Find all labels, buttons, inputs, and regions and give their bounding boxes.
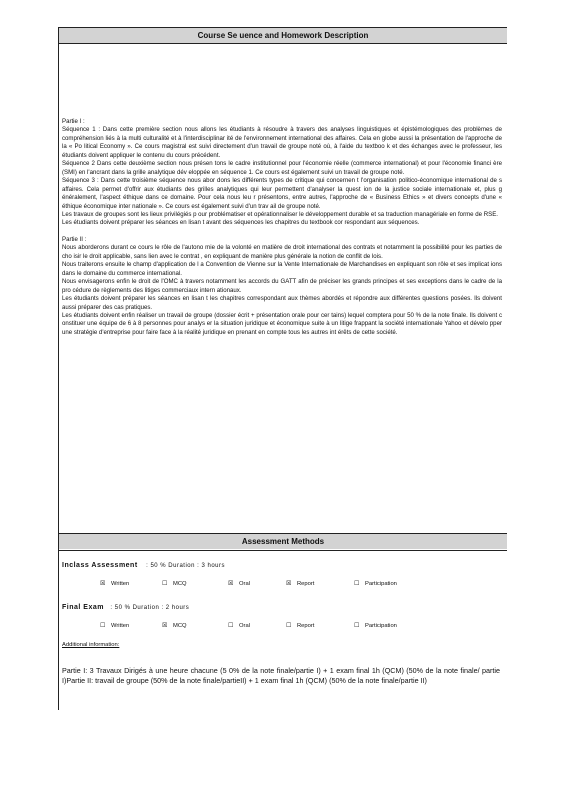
- inclass-options: [100, 580, 480, 589]
- part-two-paragraph: Les étudiants doivent préparer les séances en lisan t les chapitres correspondant aux thèmes abordés et répondre aux différentes questions posées. Ils doivent aussi préparer des cas pratiques.: [62, 295, 502, 311]
- checkbox-icon: ☒: [286, 581, 292, 587]
- part-two-paragraph: Nous aborderons durant ce cours le rôle de l'autono mie de la volonté en matière de droit international des contrats et notamment la possibilité pour les parties de cho isir le droit applicable, sans lien avec le contrat , en expliquant de manière plus générale la notion de conflit de lois.: [62, 244, 502, 260]
- left-border: [58, 27, 59, 710]
- checkbox-icon: ☒: [162, 623, 168, 629]
- part-one-paragraph: Séquence 3 : Dans cette troisième séquence nous abor dons les différents types de critique qui concernen t l'organisation politico-économique international de s affaires. Cela permet d'offrir aux étudiants des grilles analytiques qui leur permettent d'analyser la quest ion de la justice sociale internationale et, plus g énéralement, l'aspect éthique dans ce domaine. Pour cela nous leu r présentons, entre autres, l'approche de « Business Ethics » et divers concepts d'une « éthique économique inter nationale ». Ce cours est également suivi d'un trav ail de groupe noté.: [62, 177, 502, 210]
- part-one-paragraph: Les travaux de groupes sont les lieux privilégiés p our problématiser et opérationnaliser le développement durable et sa traduction managériale en forme de RSE.: [62, 210, 498, 218]
- inclass-option-oral[interactable]: ☒ Oral: [228, 581, 250, 587]
- inclass-assessment-info: : 50 % Duration : 3 hours: [146, 563, 225, 569]
- final-options: [100, 622, 480, 631]
- inclass-option-written[interactable]: ☒ Written: [100, 581, 130, 587]
- inclass-option-participation[interactable]: ☐ Participation: [354, 581, 397, 587]
- final-option-participation[interactable]: ☐ Participation: [354, 623, 397, 629]
- additional-information-text: Partie I: 3 Travaux Dirigés à une heure chacune (5 0% de la note finale/partie I) + 1 exam final 1h (QCM) (50% de la note finale/ partie I)Partie II: travail de groupe (50% de la note finale/partieII) + 1 exam final 1h (QCM) (50% de la note finale/partie II): [62, 666, 500, 686]
- header-divider: [58, 43, 507, 44]
- final-exam-info: : 50 % Duration : 2 hours: [110, 605, 190, 611]
- checkbox-icon: ☐: [162, 581, 168, 587]
- part-one-paragraph: Les étudiants doivent préparer les séances en lisan t avant des séquences les chapitres du textbook cor respondant aux séquences.: [62, 219, 420, 227]
- assessment-methods-header: Assessment Methods: [59, 534, 507, 549]
- additional-information-label: Additional information:: [62, 642, 120, 648]
- part-two-paragraph: Nous traiterons ensuite le champ d'application de l a Convention de Vienne sur la Vente Internationale de Marchandises en expliquant son rôle et ses implicat ions dans le domaine du commerce international.: [62, 261, 502, 277]
- checkbox-icon: ☐: [354, 623, 360, 629]
- assessment-header-divider: [58, 550, 507, 551]
- inclass-option-mcq[interactable]: ☐ MCQ: [162, 581, 187, 587]
- checkbox-icon: ☐: [286, 623, 292, 629]
- part-two-paragraph: Nous envisagerons enfin le droit de l'OMC à travers notamment les accords du GATT afin de préciser les grands principes et ses exceptions dans le cadre de la pro cédure de règlements des litiges commerciaux intern ationaux.: [62, 278, 502, 294]
- course-sequence-header: Course Se uence and Homework Description: [59, 28, 507, 43]
- inclass-assessment-label: Inclass Assessment : 50 % Duration : 3 hours: [62, 562, 225, 569]
- final-option-report[interactable]: ☐ Report: [286, 623, 315, 629]
- final-option-mcq[interactable]: ☒ MCQ: [162, 623, 187, 629]
- checkbox-icon: ☒: [228, 581, 234, 587]
- final-exam-label: Final Exam : 50 % Duration : 2 hours: [62, 604, 190, 611]
- part-two-heading: Partie II :: [62, 235, 87, 243]
- part-one-paragraph: Séquence 2 Dans cette deuxième section nous présen tons le cadre institutionnel pour l'économie réelle (commerce international) et pour l'économie financi ère (SMI) en l'ancrant dans la grille analytique dév eloppée en séquence 1. Ce cours est également suivi un travail de groupe noté.: [62, 160, 502, 176]
- part-one-heading: Partie I :: [62, 118, 85, 125]
- checkbox-icon: ☒: [100, 581, 106, 587]
- inclass-option-report[interactable]: ☒ Report: [286, 581, 315, 587]
- part-two-paragraph: Les étudiants doivent enfin réaliser un travail de groupe (dossier écrit + présentation orale pour cer tains) lequel comptera pour 50 % de la note finale. Ils doivent c onstituer une équipe de 6 à 8 personnes pour analys er la situation juridique et économique suite à un litige frappant la société internationale Yahoo et dévelo pper une stratégie d'entreprise pour faire face à la réalité juridique en prenant en compte tous les autres int érêts de cette société.: [62, 311, 502, 336]
- checkbox-icon: ☐: [228, 623, 234, 629]
- final-option-written[interactable]: ☐ Written: [100, 623, 130, 629]
- course-description: [62, 118, 502, 337]
- checkbox-icon: ☐: [100, 623, 106, 629]
- final-option-oral[interactable]: ☐ Oral: [228, 623, 250, 629]
- part-one-paragraph: Séquence 1 : Dans cette première section nous allons les étudiants à résoudre à travers des analyses linguistiques et épistémologiques des problèmes de compréhension liés à la multi culturalité et à l'interdisciplinar ité de l'environnement international des affaires. Cela en globe aussi la présentation de l'approche de la « Po litical Economy ». Ce cours magistral est suivi directement d'un travail de groupe noté où, à l'aide du textboo k et des échanges avec le professeur, les étudiants doivent appliquer le contenu du cours précédent.: [62, 126, 502, 159]
- checkbox-icon: ☐: [354, 581, 360, 587]
